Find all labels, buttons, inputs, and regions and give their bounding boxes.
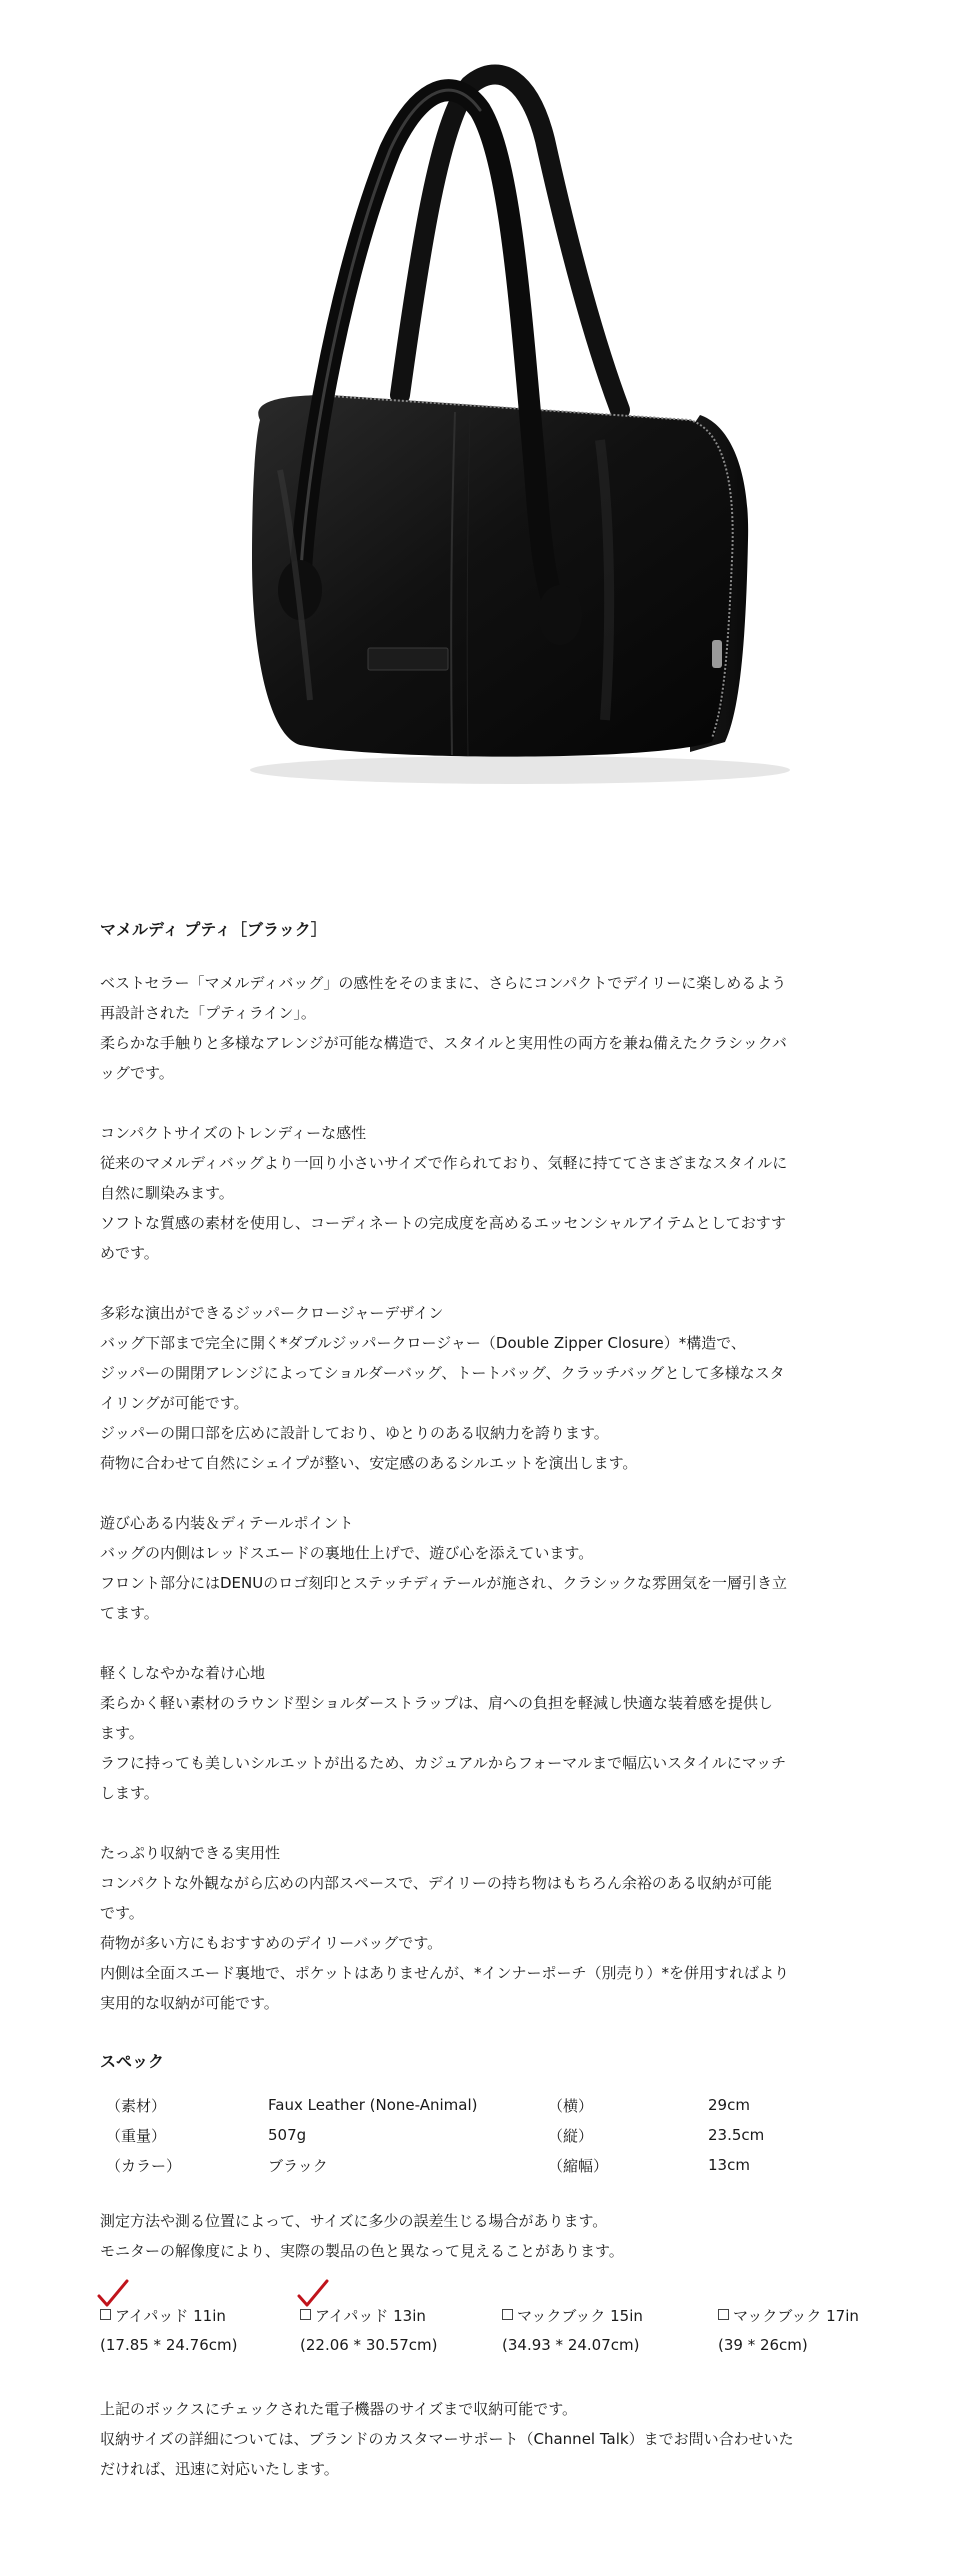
paragraph-line: コンパクトな外観ながら広めの内部スペースで、デイリーの持ち物はもちろん余裕のある収納が可能 — [100, 1874, 772, 1892]
section-heading: コンパクトサイズのトレンディーな感性 — [100, 1124, 367, 1142]
spec-table — [106, 2090, 858, 2180]
product-image — [0, 0, 966, 860]
device-item — [100, 2302, 300, 2360]
checkmark-icon — [296, 2278, 330, 2308]
footer-line: 上記のボックスにチェックされた電子機器のサイズまで収納可能です。 — [100, 2400, 578, 2418]
spec-value: 29cm — [708, 2096, 750, 2114]
spec-label: （横） — [548, 2096, 594, 2115]
paragraph-line: ラフに持っても美しいシルエットが出るため、カジュアルからフォーマルまで幅広いスタイルにマッチ — [100, 1754, 787, 1772]
paragraph-line: ベストセラー「マメルディバッグ」の感性をそのままに、さらにコンパクトでデイリーに楽しめるよう — [100, 974, 787, 992]
paragraph-line: ジッパーの開閉アレンジによってショルダーバッグ、トートバッグ、クラッチバッグとして多様なスタ — [100, 1364, 785, 1382]
paragraph-line: 柔らかく軽い素材のラウンド型ショルダーストラップは、肩への負担を軽減し快適な装着感を提供し — [100, 1694, 774, 1712]
device-item — [718, 2302, 870, 2360]
device-name: マックブック 17in — [733, 2307, 859, 2325]
product-description — [100, 916, 870, 2484]
paragraph-line: ジッパーの開口部を広めに設計しており、ゆとりのある収納力を誇ります。 — [100, 1424, 609, 1442]
spec-label: （カラー） — [106, 2156, 182, 2175]
paragraph-line: バッグ下部まで完全に開く*ダブルジッパークロージャー（Double Zipper Closure）*構造で、 — [100, 1334, 746, 1352]
spec-label: （縦） — [548, 2126, 594, 2145]
checkmark-icon — [96, 2278, 130, 2308]
paragraph-line: 柔らかな手触りと多様なアレンジが可能な構造で、スタイルと実用性の両方を兼ね備えたクラシックバ — [100, 1034, 787, 1052]
section-heading: 軽くしなやかな着け心地 — [100, 1664, 266, 1682]
spec-value: 507g — [268, 2126, 307, 2144]
device-name: マックブック 15in — [517, 2307, 643, 2325]
footer-line: だければ、迅速に対応いたします。 — [100, 2460, 339, 2478]
paragraph-line: 荷物に合わせて自然にシェイプが整い、安定感のあるシルエットを演出します。 — [100, 1454, 638, 1472]
description-storage — [100, 1838, 870, 2018]
spec-value: Faux Leather (None-Animal) — [268, 2096, 478, 2114]
note-line: モニターの解像度により、実際の製品の色と異なって見えることがあります。 — [100, 2242, 624, 2260]
paragraph-line: ます。 — [100, 1724, 144, 1742]
device-name: アイパッド 13in — [315, 2307, 426, 2325]
device-dimensions: (34.93 * 24.07cm) — [502, 2336, 640, 2354]
spec-label: （素材） — [106, 2096, 167, 2115]
product-title: マメルディ プティ［ブラック］ — [100, 920, 327, 939]
spec-row — [106, 2120, 858, 2150]
section-heading: たっぷり収納できる実用性 — [100, 1844, 281, 1862]
paragraph-line: バッグの内側はレッドスエードの裏地仕上げで、遊び心を添えています。 — [100, 1544, 594, 1562]
checkbox-icon — [502, 2309, 513, 2320]
device-fit-list — [100, 2302, 870, 2360]
device-item — [300, 2302, 502, 2360]
paragraph-line: 実用的な収納が可能です。 — [100, 1994, 279, 2012]
measurement-notes — [100, 2206, 870, 2266]
spec-value: 13cm — [708, 2156, 750, 2174]
paragraph-line: です。 — [100, 1904, 144, 1922]
description-compact-size — [100, 1118, 870, 1268]
paragraph-line: イリングが可能です。 — [100, 1394, 249, 1412]
description-interior-details — [100, 1508, 870, 1628]
paragraph-line: します。 — [100, 1784, 159, 1802]
footer-line: 収納サイズの詳細については、ブランドのカスタマーサポート（Channel Talk）までお問い合わせいた — [100, 2430, 794, 2448]
device-dimensions: (17.85 * 24.76cm) — [100, 2336, 238, 2354]
section-heading: 遊び心ある内装＆ディテールポイント — [100, 1514, 354, 1532]
paragraph-line: 従来のマメルディバッグより一回り小さいサイズで作られており、気軽に持ててさまざまなスタイルに — [100, 1154, 788, 1172]
spec-title: スペック — [100, 2052, 165, 2071]
device-name: アイパッド 11in — [115, 2307, 226, 2325]
spec-value: ブラック — [268, 2156, 328, 2175]
logo-patch — [368, 648, 448, 670]
paragraph-line: 自然に馴染みます。 — [100, 1184, 234, 1202]
checkbox-icon — [300, 2309, 311, 2320]
spec-row — [106, 2090, 858, 2120]
device-item — [502, 2302, 718, 2360]
paragraph-line: 再設計された「プティライン」。 — [100, 1004, 316, 1022]
handbag-illustration — [0, 0, 966, 860]
description-intro — [100, 968, 870, 1088]
paragraph-line: ソフトな質感の素材を使用し、コーディネートの完成度を高めるエッセンシャルアイテムとしておすす — [100, 1214, 786, 1232]
paragraph-line: 荷物が多い方にもおすすめのデイリーバッグです。 — [100, 1934, 443, 1952]
spec-label: （縮幅） — [548, 2156, 609, 2175]
storage-footer — [100, 2394, 870, 2484]
paragraph-line: てます。 — [100, 1604, 159, 1622]
device-dimensions: (22.06 * 30.57cm) — [300, 2336, 438, 2354]
description-comfort — [100, 1658, 870, 1808]
section-heading: 多彩な演出ができるジッパークロージャーデザイン — [100, 1304, 444, 1322]
device-dimensions: (39 * 26cm) — [718, 2336, 808, 2354]
paragraph-line: めです。 — [100, 1244, 159, 1262]
paragraph-line: ッグです。 — [100, 1064, 174, 1082]
zipper-pull — [712, 640, 722, 668]
note-line: 測定方法や測る位置によって、サイズに多少の誤差生じる場合があります。 — [100, 2212, 608, 2230]
description-zipper-design — [100, 1298, 870, 1478]
paragraph-line: 内側は全面スエード裏地で、ポケットはありませんが、*インナーポーチ（別売り）*を併用すればより — [100, 1964, 789, 1982]
checkbox-icon — [718, 2309, 729, 2320]
spec-label: （重量） — [106, 2126, 167, 2145]
spec-value: 23.5cm — [708, 2126, 765, 2144]
checkbox-icon — [100, 2309, 111, 2320]
paragraph-line: フロント部分にはDENUのロゴ刻印とステッチディテールが施され、クラシックな雰囲気を一層引き立 — [100, 1574, 788, 1592]
spec-row — [106, 2150, 858, 2180]
